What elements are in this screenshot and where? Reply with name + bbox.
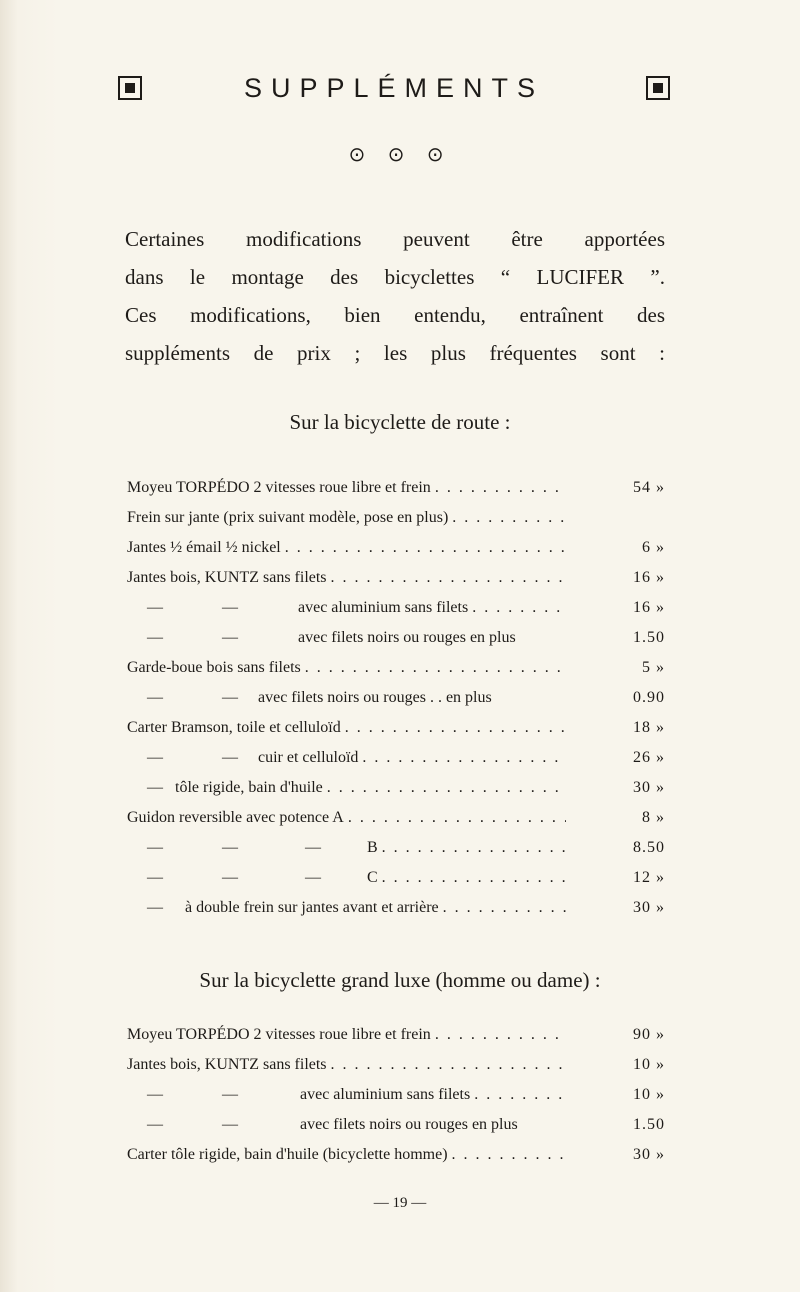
ditto-mark: —	[147, 869, 163, 886]
intro-line: suppléments de prix ; les plus fréquentes sont :	[125, 341, 665, 365]
price-row	[127, 1020, 665, 1050]
item-price: 1.50	[633, 629, 665, 646]
item-price: 30 »	[633, 779, 665, 796]
ditto-mark: —	[222, 869, 238, 886]
item-label: Jantes bois, KUNTZ sans filets	[127, 569, 327, 586]
item-label: B	[367, 839, 378, 856]
dot-leader	[348, 809, 566, 827]
price-row	[127, 803, 665, 833]
square-ornament-icon	[646, 76, 670, 100]
price-row	[127, 653, 665, 683]
ditto-mark: —	[305, 869, 321, 886]
item-label: à double frein sur jantes avant et arrière	[185, 899, 439, 916]
item-label: Moyeu TORPÉDO 2 vitesses roue libre et frein	[127, 1026, 431, 1043]
price-row	[127, 473, 665, 503]
ditto-mark: —	[222, 1116, 238, 1133]
item-price: 0.90	[633, 689, 665, 706]
price-row	[127, 623, 665, 653]
ditto-mark: —	[305, 839, 321, 856]
dot-leader	[474, 1086, 566, 1104]
dot-leader	[443, 899, 566, 917]
ditto-mark: —	[222, 839, 238, 856]
ditto-mark: —	[147, 599, 163, 616]
dot-leader	[345, 719, 566, 737]
page-title: SUPPLÉMENTS	[243, 72, 545, 103]
item-price: 8.50	[633, 839, 665, 856]
item-price: 10 »	[633, 1056, 665, 1073]
price-row	[127, 563, 665, 593]
item-label: avec filets noirs ou rouges . . en plus	[258, 689, 492, 706]
intro-line: dans le montage des bicyclettes “ LUCIFER ”.	[125, 265, 665, 289]
price-row	[127, 533, 665, 563]
price-row	[127, 773, 665, 803]
item-label: Carter tôle rigide, bain d'huile (bicyclette homme)	[127, 1146, 448, 1163]
ditto-mark: —	[147, 1086, 163, 1103]
price-row	[127, 1050, 665, 1080]
dot-leader	[382, 839, 566, 857]
item-price: 1.50	[633, 1116, 665, 1133]
item-label: Frein sur jante (prix suivant modèle, pose en plus)	[127, 509, 449, 526]
dot-leader	[435, 1026, 566, 1044]
intro-line: Ces modifications, bien entendu, entraînent des	[125, 303, 665, 327]
item-label: Moyeu TORPÉDO 2 vitesses roue libre et frein	[127, 479, 431, 496]
dot-leader	[362, 749, 566, 767]
item-price: 16 »	[633, 569, 665, 586]
ditto-mark: —	[147, 629, 163, 646]
item-label: avec aluminium sans filets	[300, 1086, 471, 1103]
item-price: 8 »	[642, 809, 665, 826]
price-row	[127, 593, 665, 623]
item-label: Jantes bois, KUNTZ sans filets	[127, 1056, 327, 1073]
section-heading-luxe: Sur la bicyclette grand luxe (homme ou dame) :	[199, 968, 601, 992]
item-label: Carter Bramson, toile et celluloïd	[127, 719, 341, 736]
item-label: Guidon reversible avec potence A	[127, 809, 344, 826]
price-list-luxe	[127, 1020, 665, 1170]
dot-leader	[305, 659, 566, 677]
item-label: Jantes ½ émail ½ nickel	[127, 539, 281, 556]
item-price: 5 »	[642, 659, 665, 676]
item-label: tôle rigide, bain d'huile	[175, 779, 323, 796]
intro-paragraph	[125, 220, 665, 372]
page-title-bar	[118, 68, 670, 108]
dot-leader	[435, 479, 566, 497]
dot-leader	[452, 1146, 566, 1164]
circle-ornament: ⊙ ⊙ ⊙	[348, 142, 452, 166]
square-ornament-icon	[118, 76, 142, 100]
ditto-mark: —	[147, 779, 163, 796]
item-price: 6 »	[642, 539, 665, 556]
ditto-mark: —	[147, 1116, 163, 1133]
item-price: 30 »	[633, 899, 665, 916]
item-label: avec filets noirs ou rouges en plus	[300, 1116, 518, 1133]
ditto-mark: —	[147, 749, 163, 766]
ditto-mark: —	[147, 689, 163, 706]
dot-leader	[331, 569, 566, 587]
ditto-mark: —	[222, 749, 238, 766]
price-row	[127, 1110, 665, 1140]
ditto-mark: —	[222, 629, 238, 646]
dot-leader	[382, 869, 566, 887]
price-list-route	[127, 473, 665, 923]
dot-leader	[327, 779, 566, 797]
item-price: 54 »	[633, 479, 665, 496]
item-price: 18 »	[633, 719, 665, 736]
price-row	[127, 743, 665, 773]
price-row	[127, 1080, 665, 1110]
item-label: cuir et celluloïd	[258, 749, 359, 766]
item-label: avec filets noirs ou rouges en plus	[298, 629, 516, 646]
dot-leader	[331, 1056, 566, 1074]
item-label: C	[367, 869, 378, 886]
price-row	[127, 503, 665, 533]
item-price: 26 »	[633, 749, 665, 766]
item-price: 10 »	[633, 1086, 665, 1103]
item-price: 30 »	[633, 1146, 665, 1163]
price-row	[127, 713, 665, 743]
dot-leader	[472, 599, 566, 617]
intro-line: Certaines modifications peuvent être apportées	[125, 227, 665, 251]
item-price: 90 »	[633, 1026, 665, 1043]
ditto-mark: —	[222, 1086, 238, 1103]
price-row	[127, 833, 665, 863]
item-label: Garde-boue bois sans filets	[127, 659, 301, 676]
ditto-mark: —	[147, 899, 163, 916]
item-price: 16 »	[633, 599, 665, 616]
price-row	[127, 1140, 665, 1170]
item-price: 12 »	[633, 869, 665, 886]
ditto-mark: —	[147, 839, 163, 856]
dot-leader	[285, 539, 566, 557]
dot-leader	[452, 509, 566, 527]
price-row	[127, 893, 665, 923]
price-row	[127, 863, 665, 893]
ditto-mark: —	[222, 689, 238, 706]
item-label: avec aluminium sans filets	[298, 599, 469, 616]
price-row	[127, 683, 665, 713]
ditto-mark: —	[222, 599, 238, 616]
section-heading-route: Sur la bicyclette de route :	[289, 410, 511, 434]
page-number: — 19 —	[373, 1195, 427, 1211]
